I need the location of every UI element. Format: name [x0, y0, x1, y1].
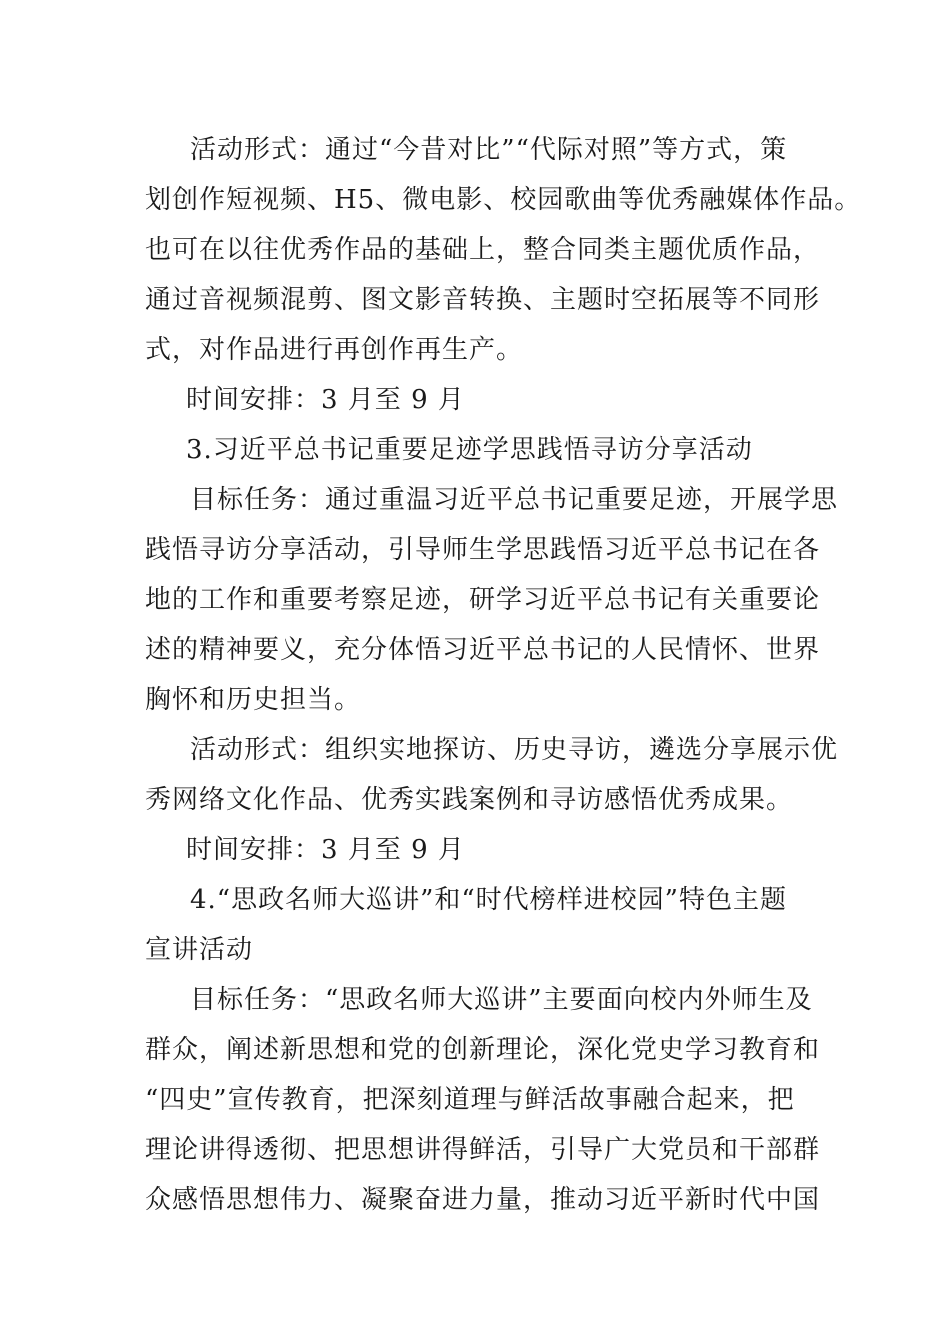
text-line: 通过音视频混剪、图文影音转换、主题时空拓展等不同形 — [145, 285, 821, 315]
text-line: 活动形式：组织实地探访、历史寻访，遴选分享展示优 — [190, 735, 839, 765]
text-line: 目标任务：通过重温习近平总书记重要足迹，开展学思 — [190, 485, 839, 515]
text-line: 活动形式：通过“今昔对比”“代际对照”等方式，策 — [190, 135, 788, 165]
text-line: 述的精神要义，充分体悟习近平总书记的人民情怀、世界 — [145, 635, 821, 665]
text-line: 众感悟思想伟力、凝聚奋进力量，推动习近平新时代中国 — [145, 1185, 821, 1215]
text-line: 式，对作品进行再创作再生产。 — [145, 335, 524, 365]
text-line: 群众，阐述新思想和党的创新理论，深化党史学习教育和 — [145, 1035, 821, 1065]
text-line: 目标任务：“思政名师大巡讲”主要面向校内外师生及 — [190, 985, 813, 1015]
section-heading: 3.习近平总书记重要足迹学思践悟寻访分享活动 — [186, 435, 753, 465]
text-line: 理论讲得透彻、把思想讲得鲜活，引导广大党员和干部群 — [145, 1135, 821, 1165]
text-line: 地的工作和重要考察足迹，研学习近平总书记有关重要论 — [145, 585, 821, 615]
text-line: 胸怀和历史担当。 — [145, 685, 362, 715]
section-heading: 4.“思政名师大巡讲”和“时代榜样进校园”特色主题 — [190, 885, 787, 915]
text-line: 也可在以往优秀作品的基础上，整合同类主题优质作品， — [145, 235, 821, 265]
text-line: “四史”宣传教育，把深刻道理与鲜活故事融合起来，把 — [145, 1085, 795, 1115]
text-line: 时间安排：3 月至 9 月 — [186, 835, 465, 865]
text-line: 划创作短视频、H5、微电影、校园歌曲等优秀融媒体作品。 — [145, 185, 862, 215]
text-line: 时间安排：3 月至 9 月 — [186, 385, 465, 415]
section-heading-continued: 宣讲活动 — [145, 935, 254, 965]
text-line: 践悟寻访分享活动，引导师生学思践悟习近平总书记在各 — [145, 535, 821, 565]
text-line: 秀网络文化作品、优秀实践案例和寻访感悟优秀成果。 — [145, 785, 794, 815]
